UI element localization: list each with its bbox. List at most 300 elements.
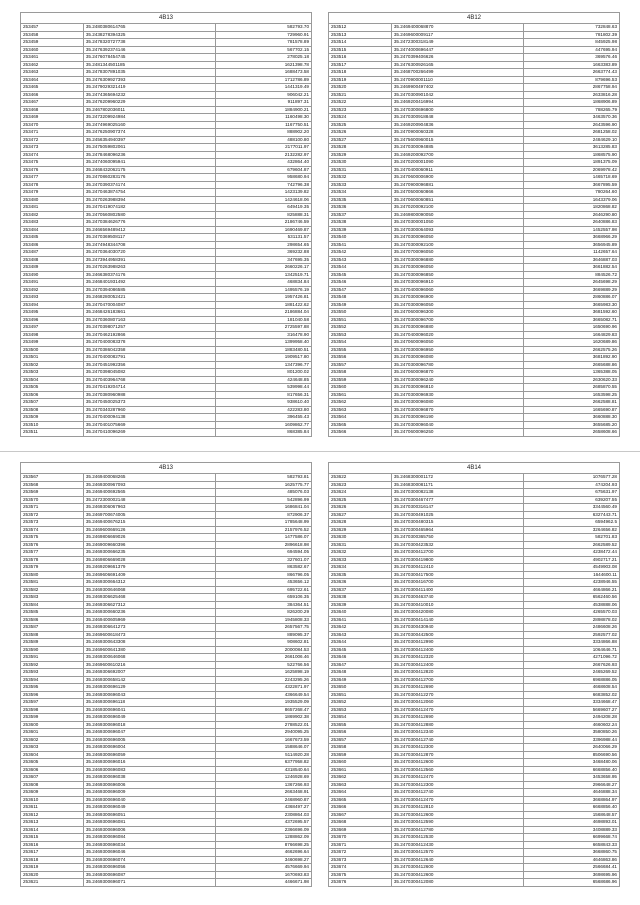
coordinate-cell: 35.2470451992356: [83, 361, 215, 369]
row-id-cell: 253520: [329, 84, 392, 92]
table-row: [329, 669, 620, 677]
row-id-cell: 253557: [329, 361, 392, 369]
value-cell: 6562460.56: [523, 594, 619, 602]
value-cell: 2725597.88: [215, 324, 311, 332]
table-row: [329, 76, 620, 84]
coordinate-cell: 35.2469600641380: [83, 646, 215, 654]
table-row: [21, 376, 312, 384]
table-row: [21, 489, 312, 497]
table-row: [329, 804, 620, 812]
table-row: [329, 316, 620, 324]
value-cell: 1785648.99: [215, 519, 311, 527]
table-row: [21, 84, 312, 92]
value-cell: 6683852.02: [523, 691, 619, 699]
value-cell: 2646290.80: [523, 211, 619, 219]
row-id-cell: 253480: [21, 196, 84, 204]
table-row: [329, 346, 620, 354]
value-cell: 2663774.43: [523, 69, 619, 77]
panel-title: 4B13: [20, 462, 312, 473]
coordinate-cell: 35.2470300412700: [391, 676, 523, 684]
row-id-cell: 253630: [329, 534, 392, 542]
table-row: [329, 811, 620, 819]
row-id-cell: 253670: [329, 834, 392, 842]
row-id-cell: 253501: [21, 354, 84, 362]
row-id-cell: 253665: [329, 796, 392, 804]
value-cell: 1167750.51: [215, 121, 311, 129]
row-id-cell: 253530: [329, 159, 392, 167]
table-row: [329, 324, 620, 332]
value-cell: 1663383.89: [523, 61, 619, 69]
table-row: [21, 196, 312, 204]
table-row: [21, 549, 312, 557]
coordinate-cell: 35.2470300412820: [391, 669, 523, 677]
coordinate-cell: 35.2469300696006: [83, 781, 215, 789]
table-row: [21, 256, 312, 264]
coordinate-cell: 35.2470300412600: [391, 864, 523, 872]
row-id-cell: 253458: [21, 31, 84, 39]
table-panel: [328, 462, 620, 887]
row-id-cell: 253527: [329, 136, 392, 144]
value-cell: 6668856.40: [523, 804, 619, 812]
table-row: [329, 159, 620, 167]
value-cell: 4322871.97: [215, 684, 311, 692]
coordinate-cell: 35.2470462192866: [83, 331, 215, 339]
value-cell: 453656.12: [215, 579, 311, 587]
table-row: [21, 399, 312, 407]
coordinate-cell: 35.2470300412470: [391, 796, 523, 804]
row-id-cell: 253637: [329, 586, 392, 594]
coordinate-cell: 35.2476300926165: [391, 61, 523, 69]
table-row: [21, 226, 312, 234]
coordinate-cell: 35.2470300412700: [391, 549, 523, 557]
coordinate-cell: 35.2470384626776: [83, 219, 215, 227]
table-row: [21, 684, 312, 692]
row-id-cell: 253675: [329, 871, 392, 879]
table-row: [21, 669, 312, 677]
coordinate-cell: 35.2469300967093: [83, 481, 215, 489]
row-id-cell: 253618: [21, 856, 84, 864]
row-id-cell: 253577: [21, 549, 84, 557]
coordinate-cell: 35.2470300096880: [391, 256, 523, 264]
coordinate-cell: 35.2475600960015: [391, 136, 523, 144]
table-row: [329, 361, 620, 369]
coordinate-cell: 35.2470300412870: [391, 751, 523, 759]
row-id-cell: 253674: [329, 864, 392, 872]
row-id-cell: 253545: [329, 271, 392, 279]
row-id-cell: 253627: [329, 511, 392, 519]
coordinate-cell: 35.2470300092100: [391, 241, 523, 249]
row-id-cell: 253507: [21, 399, 84, 407]
table-row: [329, 834, 620, 842]
value-cell: 3453658.95: [523, 774, 619, 782]
coordinate-cell: 35.2469300696056: [83, 864, 215, 872]
row-id-cell: 253526: [329, 129, 392, 137]
row-id-cell: 253552: [329, 324, 392, 332]
table-row: [329, 489, 620, 497]
row-id-cell: 253617: [21, 849, 84, 857]
row-id-cell: 253575: [21, 534, 84, 542]
coordinate-cell: 35.2456354940397: [83, 136, 215, 144]
table-row: [21, 721, 312, 729]
row-id-cell: 253571: [21, 504, 84, 512]
row-id-cell: 253492: [21, 286, 84, 294]
data-table: [328, 23, 620, 437]
table-row: [21, 421, 312, 429]
row-id-cell: 253613: [21, 819, 84, 827]
coordinate-cell: 35.2469306692007: [83, 669, 215, 677]
row-id-cell: 253619: [21, 864, 84, 872]
value-cell: 884526.72: [523, 271, 619, 279]
value-cell: 1653598.25: [523, 391, 619, 399]
row-id-cell: 253651: [329, 691, 392, 699]
row-id-cell: 253506: [21, 391, 84, 399]
row-id-cell: 253523: [329, 106, 392, 114]
value-cell: 1495576.19: [215, 286, 311, 294]
value-cell: 4238946.55: [523, 579, 619, 587]
row-id-cell: 253503: [21, 369, 84, 377]
value-cell: 1690469.87: [215, 226, 311, 234]
row-id-cell: 253668: [329, 819, 392, 827]
row-id-cell: 253486: [21, 241, 84, 249]
value-cell: 1423139.82: [215, 189, 311, 197]
value-cell: 278025.18: [215, 54, 311, 62]
row-id-cell: 253534: [329, 189, 392, 197]
coordinate-cell: 35.2470200092100: [391, 204, 523, 212]
table-row: [21, 654, 312, 662]
table-row: [329, 376, 620, 384]
table-row: [21, 624, 312, 632]
value-cell: 2788522.01: [215, 721, 311, 729]
value-cell: 889095.37: [215, 631, 311, 639]
table-row: [329, 384, 620, 392]
value-cell: 3661882.54: [523, 264, 619, 272]
coordinate-cell: 35.2470400082791: [83, 354, 215, 362]
row-id-cell: 253587: [21, 624, 84, 632]
table-row: [329, 226, 620, 234]
value-cell: 679604.87: [215, 166, 311, 174]
row-id-cell: 253657: [329, 736, 392, 744]
coordinate-cell: 35.2469300696018: [83, 721, 215, 729]
coordinate-cell: 35.2481344501185: [83, 61, 215, 69]
value-cell: 2860886.07: [523, 294, 619, 302]
table-row: [329, 249, 620, 257]
table-row: [329, 624, 620, 632]
table-row: [329, 496, 620, 504]
row-id-cell: 253671: [329, 841, 392, 849]
value-cell: 3698695.96: [523, 871, 619, 879]
coordinate-cell: 35.2470300918848: [391, 114, 523, 122]
table-row: [21, 729, 312, 737]
table-row: [329, 744, 620, 752]
row-id-cell: 253546: [329, 279, 392, 287]
coordinate-cell: 35.2470300412600: [391, 759, 523, 767]
coordinate-cell: 35.2470400096020: [391, 331, 523, 339]
value-cell: 729960.91: [215, 31, 311, 39]
table-row: [21, 234, 312, 242]
table-row: [21, 241, 312, 249]
table-row: [329, 256, 620, 264]
table-row: [21, 751, 312, 759]
coordinate-cell: 35.2469209661379: [83, 564, 215, 572]
value-cell: 2630620.33: [523, 376, 619, 384]
value-cell: 906042.21: [215, 91, 311, 99]
value-cell: 8766698.25: [215, 841, 311, 849]
table-row: [329, 684, 620, 692]
row-id-cell: 253631: [329, 541, 392, 549]
coordinate-cell: 35.2470419074182: [83, 204, 215, 212]
table-row: [21, 294, 312, 302]
coordinate-cell: 35.2470419204714: [83, 384, 215, 392]
value-cell: 1347396.77: [215, 361, 311, 369]
coordinate-cell: 35.2470300082138: [391, 489, 523, 497]
coordinate-cell: 35.2469300696016: [83, 759, 215, 767]
row-id-cell: 253508: [21, 406, 84, 414]
table-row: [329, 579, 620, 587]
coordinate-cell: 35.2474365694232: [83, 91, 215, 99]
coordinate-cell: 35.2470300412470: [391, 706, 523, 714]
value-cell: 447695.94: [523, 46, 619, 54]
table-row: [21, 99, 312, 107]
row-id-cell: 253473: [21, 144, 84, 152]
coordinate-cell: 35.2472300318149: [391, 39, 523, 47]
value-cell: 3665082.71: [523, 316, 619, 324]
value-cell: 3264656.82: [523, 526, 619, 534]
value-cell: 485076.03: [215, 489, 311, 497]
coordinate-cell: 35.2470200001090: [391, 159, 523, 167]
coordinate-cell: 35.2469806669026: [83, 534, 215, 542]
coordinate-cell: 35.2470600096870: [391, 369, 523, 377]
coordinate-cell: 35.2468300081171: [391, 481, 523, 489]
coordinate-cell: 35.2470300412320: [391, 654, 523, 662]
table-row: [329, 549, 620, 557]
coordinate-cell: 35.2469600009117: [391, 31, 523, 39]
row-id-cell: 253609: [21, 789, 84, 797]
table-row: [21, 564, 312, 572]
value-cell: 4698893.01: [523, 819, 619, 827]
coordinate-cell: 35.2470300096780: [391, 361, 523, 369]
table-row: [21, 841, 312, 849]
value-cell: 3460698.27: [215, 856, 311, 864]
value-cell: 639207.55: [523, 496, 619, 504]
coordinate-cell: 35.2470300096910: [391, 279, 523, 287]
coordinate-cell: 35.2469600618473: [83, 631, 215, 639]
row-id-cell: 253628: [329, 519, 392, 527]
row-id-cell: 253604: [21, 751, 84, 759]
coordinate-cell: 35.2470300001050: [391, 219, 523, 227]
row-id-cell: 253582: [21, 586, 84, 594]
coordinate-cell: 35.2470300414140: [391, 616, 523, 624]
table-row: [329, 294, 620, 302]
row-id-cell: 253502: [21, 361, 84, 369]
table-row: [329, 219, 620, 227]
value-cell: 3646887.03: [523, 256, 619, 264]
table-row: [329, 46, 620, 54]
value-cell: 2186884.04: [215, 309, 311, 317]
row-id-cell: 253521: [329, 91, 392, 99]
value-cell: 1625775.77: [215, 481, 311, 489]
coordinate-cell: 35.2469200904836: [391, 121, 523, 129]
value-cell: 1670693.83: [215, 871, 311, 879]
coordinate-cell: 35.2470300412880: [391, 721, 523, 729]
value-cell: 1650690.96: [523, 324, 619, 332]
table-row: [21, 834, 312, 842]
table-row: [329, 61, 620, 69]
value-cell: 2667626.93: [523, 661, 619, 669]
coordinate-cell: 35.2470300096080: [391, 354, 523, 362]
row-id-cell: 253560: [329, 384, 392, 392]
value-cell: 1588646.07: [215, 744, 311, 752]
table-row: [21, 826, 312, 834]
table-row: [329, 481, 620, 489]
table-row: [329, 774, 620, 782]
row-id-cell: 253532: [329, 174, 392, 182]
value-cell: 2643596.90: [523, 121, 619, 129]
row-id-cell: 253639: [329, 601, 392, 609]
row-id-cell: 253658: [329, 744, 392, 752]
coordinate-cell: 35.2470463874754: [83, 189, 215, 197]
row-id-cell: 253529: [329, 151, 392, 159]
row-id-cell: 253462: [21, 61, 84, 69]
coordinate-cell: 35.2470400094138: [83, 414, 215, 422]
table-row: [21, 534, 312, 542]
coordinate-cell: 35.2470300412570: [391, 849, 523, 857]
row-id-cell: 253593: [21, 669, 84, 677]
table-row: [329, 654, 620, 662]
row-id-cell: 253638: [329, 594, 392, 602]
row-id-cell: 253655: [329, 721, 392, 729]
row-id-cell: 253558: [329, 369, 392, 377]
coordinate-cell: 35.2470394086585: [83, 286, 215, 294]
value-cell: 2663468.91: [215, 789, 311, 797]
row-id-cell: 253612: [21, 811, 84, 819]
coordinate-cell: 35.2470300412990: [391, 639, 523, 647]
coordinate-cell: 35.2469306641273: [83, 624, 215, 632]
value-cell: 1142657.64: [523, 249, 619, 257]
value-cell: 2940095.25: [215, 729, 311, 737]
row-id-cell: 253471: [21, 129, 84, 137]
row-id-cell: 253513: [329, 31, 392, 39]
row-id-cell: 253543: [329, 256, 392, 264]
row-id-cell: 253461: [21, 54, 84, 62]
row-id-cell: 253646: [329, 654, 392, 662]
coordinate-cell: 35.2469300696006: [83, 826, 215, 834]
row-id-cell: 253622: [329, 474, 392, 482]
value-cell: 5669607.27: [523, 706, 619, 714]
row-id-cell: 253553: [329, 331, 392, 339]
coordinate-cell: 35.2470300417500: [391, 571, 523, 579]
table-row: [21, 639, 312, 647]
coordinate-cell: 35.2469300696118: [83, 699, 215, 707]
row-id-cell: 253515: [329, 46, 392, 54]
value-cell: 567702.15: [215, 46, 311, 54]
table-row: [329, 91, 620, 99]
table-row: [21, 594, 312, 602]
value-cell: 3667895.59: [523, 181, 619, 189]
coordinate-cell: 35.2470900096881: [391, 181, 523, 189]
row-id-cell: 253676: [329, 879, 392, 887]
table-row: [329, 369, 620, 377]
coordinate-cell: 35.2469300666235: [83, 549, 215, 557]
value-cell: 3681592.60: [523, 309, 619, 317]
coordinate-cell: 35.2476078454745: [83, 54, 215, 62]
value-cell: 2867758.94: [523, 84, 619, 92]
row-id-cell: 253482: [21, 211, 84, 219]
table-row: [21, 106, 312, 114]
coordinate-cell: 35.2469200416994: [391, 99, 523, 107]
coordinate-cell: 35.2469300696009: [83, 789, 215, 797]
coordinate-cell: 35.2470300096040: [391, 421, 523, 429]
table-row: [21, 774, 312, 782]
value-cell: 1367266.93: [215, 781, 311, 789]
coordinate-cell: 35.2470380960988: [83, 391, 215, 399]
value-cell: 4576669.94: [215, 864, 311, 872]
row-id-cell: 253481: [21, 204, 84, 212]
coordinate-cell: 35.2470403964768: [83, 376, 215, 384]
row-id-cell: 253470: [21, 121, 84, 129]
coordinate-cell: 35.2474948344708: [83, 241, 215, 249]
value-cell: 6968886.05: [523, 676, 619, 684]
value-cell: 1477586.07: [215, 534, 311, 542]
row-id-cell: 253624: [329, 489, 392, 497]
coordinate-cell: 35.2470300096190: [391, 414, 523, 422]
coordinate-cell: 35.2468300001172: [391, 474, 523, 482]
coordinate-cell: 35.2470360807163: [83, 316, 215, 324]
row-id-cell: 253649: [329, 676, 392, 684]
value-cell: 5114920.28: [215, 751, 311, 759]
value-cell: 181040.58: [215, 316, 311, 324]
table-row: [21, 204, 312, 212]
value-cell: 1909517.80: [215, 354, 311, 362]
value-cell: 911897.31: [215, 99, 311, 107]
coordinate-cell: 35.2470300420080: [391, 609, 523, 617]
table-row: [329, 586, 620, 594]
row-id-cell: 253533: [329, 181, 392, 189]
value-cell: 4265570.03: [523, 609, 619, 617]
coordinate-cell: 35.2470300410010: [391, 601, 523, 609]
table-row: [21, 699, 312, 707]
row-id-cell: 253608: [21, 781, 84, 789]
coordinate-cell: 35.2470600096250: [391, 429, 523, 437]
row-id-cell: 253580: [21, 571, 84, 579]
coordinate-cell: 35.2470300096950: [391, 346, 523, 354]
table-row: [329, 609, 620, 617]
value-cell: 8657268.47: [215, 706, 311, 714]
row-id-cell: 253497: [21, 324, 84, 332]
row-id-cell: 253629: [329, 526, 392, 534]
row-id-cell: 253672: [329, 849, 392, 857]
value-cell: 1568648.57: [523, 811, 619, 819]
table-row: [329, 871, 620, 879]
table-row: [21, 879, 312, 887]
value-cell: 2566684.41: [523, 864, 619, 872]
row-id-cell: 253611: [21, 804, 84, 812]
coordinate-cell: 35.2470300412600: [391, 811, 523, 819]
value-cell: 6377958.82: [215, 759, 311, 767]
value-cell: 1644600.11: [523, 571, 619, 579]
coordinate-cell: 35.2468426183661: [83, 309, 215, 317]
coordinate-cell: 35.2470400083378: [83, 339, 215, 347]
coordinate-cell: 35.2470300412600: [391, 871, 523, 879]
coordinate-cell: 35.2474000696447: [391, 46, 523, 54]
value-cell: 845925.98: [523, 39, 619, 47]
table-row: [21, 796, 312, 804]
row-id-cell: 253468: [21, 106, 84, 114]
row-id-cell: 253531: [329, 166, 392, 174]
coordinate-cell: 35.2470300442500: [391, 631, 523, 639]
row-id-cell: 253550: [329, 309, 392, 317]
value-cell: 4664866.21: [523, 586, 619, 594]
row-id-cell: 253669: [329, 826, 392, 834]
